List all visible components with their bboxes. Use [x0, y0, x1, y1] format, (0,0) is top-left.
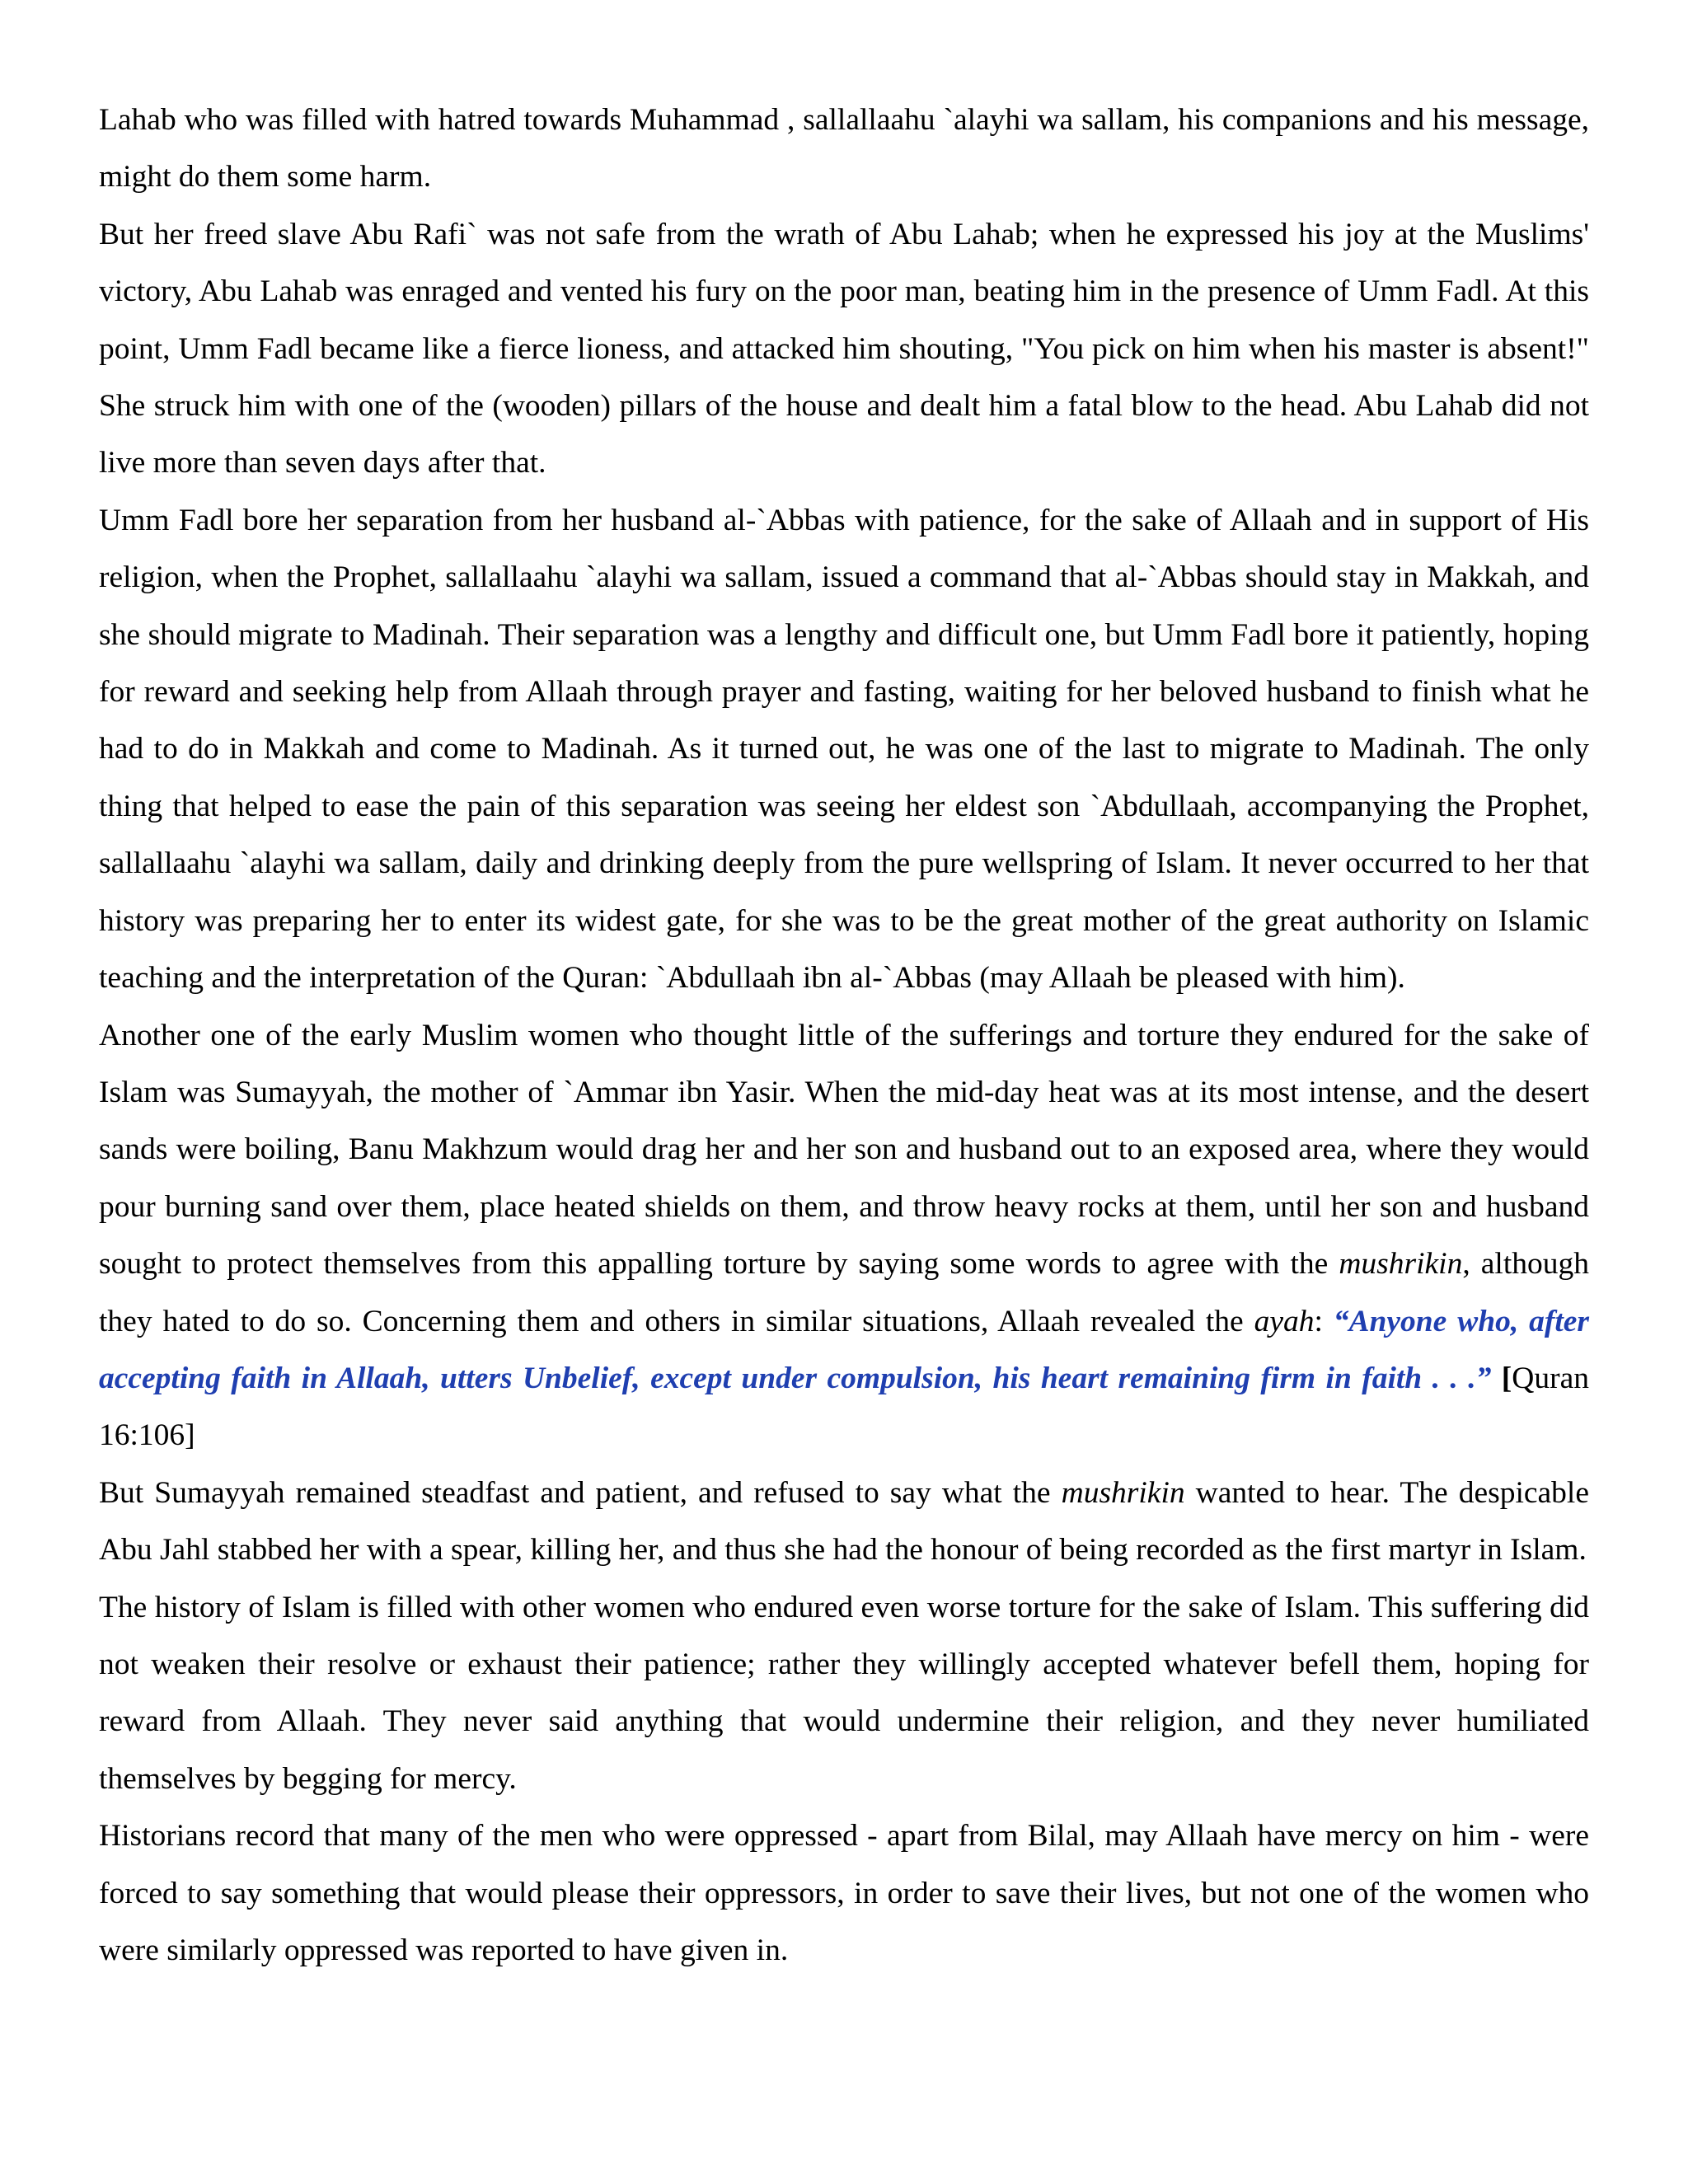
paragraph-4-text-a: Another one of the early Muslim women who thought little of the sufferings and torture they endured for the sake of Islam was Sumayyah, the mother of `Ammar ibn Yasir. When the mid-day heat was at its most intense, and the desert sands were boiling, Banu Makhzum would drag her and her son and husband out to an exposed area, where they would pour burning sand over them, place heated shields on them, and throw heavy rocks at them, until her son and husband sought to protect themselves from this appalling torture by saying some words to agree with the: [99, 1018, 1589, 1282]
paragraph-4-text-b: , although they hated to do so. Concerning them and others in similar situations, Allaah revealed the: [99, 1247, 1590, 1338]
reference-bracket: [: [1491, 1361, 1512, 1395]
paragraph-5-text-a: But Sumayyah remained steadfast and patient, and refused to say what the: [99, 1475, 1062, 1510]
paragraph-5: [99, 1465, 1589, 1579]
document-page: [99, 91, 1589, 1979]
paragraph-4: [99, 1007, 1589, 1465]
quran-quote: “Anyone who, after accepting faith in Allaah, utters Unbelief, except under compulsion, his heart remaining firm in faith . . .”: [99, 1304, 1590, 1395]
paragraph-2: But her freed slave Abu Rafi` was not safe from the wrath of Abu Lahab; when he expressed his joy at the Muslims' victory, Abu Lahab was enraged and vented his fury on the poor man, beating him in the presence of Umm Fadl. At this point, Umm Fadl became like a fierce lioness, and attacked him shouting, "You pick on him when his master is absent!" She struck him with one of the (wooden) pillars of the house and dealt him a fatal blow to the head. Abu Lahab did not live more than seven days after that.: [99, 217, 1589, 480]
paragraph-7: Historians record that many of the men who were oppressed - apart from Bilal, may Allaah have mercy on him - were forced to say something that would please their oppressors, in order to save their lives, but not one of the women who were similarly oppressed was reported to have given in.: [99, 1819, 1589, 1967]
term-mushrikin: mushrikin: [1339, 1247, 1463, 1282]
paragraph-6: The history of Islam is filled with other women who endured even worse torture for the sake of Islam. This suffering did not weaken their resolve or exhaust their patience; rather they willingly accepted whatever befell them, hoping for reward from Allaah. They never said anything that would undermine their religion, and they never humiliated themselves by begging for mercy.: [99, 1590, 1589, 1796]
quran-reference: Quran 16:106]: [99, 1361, 1589, 1453]
paragraph-1: Lahab who was filled with hatred towards Muhammad , sallallaahu `alayhi wa sallam, his companions and his message, might do them some harm.: [99, 103, 1589, 194]
term-ayah: ayah: [1254, 1304, 1315, 1338]
paragraph-5-text-b: wanted to hear. The despicable Abu Jahl stabbed her with a spear, killing her, and thus she had the honour of being recorded as the first martyr in Islam.: [99, 1475, 1589, 1568]
paragraph-4-text-c: :: [1314, 1304, 1334, 1338]
term-mushrikin-2: mushrikin: [1061, 1475, 1185, 1510]
paragraph-3: Umm Fadl bore her separation from her husband al-`Abbas with patience, for the sake of Allaah and in support of His religion, when the Prophet, sallallaahu `alayhi wa sallam, issued a command that al-`Abbas should stay in Makkah, and she should migrate to Madinah. Their separation was a lengthy and difficult one, but Umm Fadl bore it patiently, hoping for reward and seeking help from Allaah through prayer and fasting, waiting for her beloved husband to finish what he had to do in Makkah and come to Madinah. As it turned out, he was one of the last to migrate to Madinah. The only thing that helped to ease the pain of this separation was seeing her eldest son `Abdullaah, accompanying the Prophet, sallallaahu `alayhi wa sallam, daily and drinking deeply from the pure wellspring of Islam. It never occurred to her that history was preparing her to enter its widest gate, for she was to be the great mother of the great authority on Islamic teaching and the interpretation of the Quran: `Abdullaah ibn al-`Abbas (may Allaah be pleased with him).: [99, 503, 1589, 996]
